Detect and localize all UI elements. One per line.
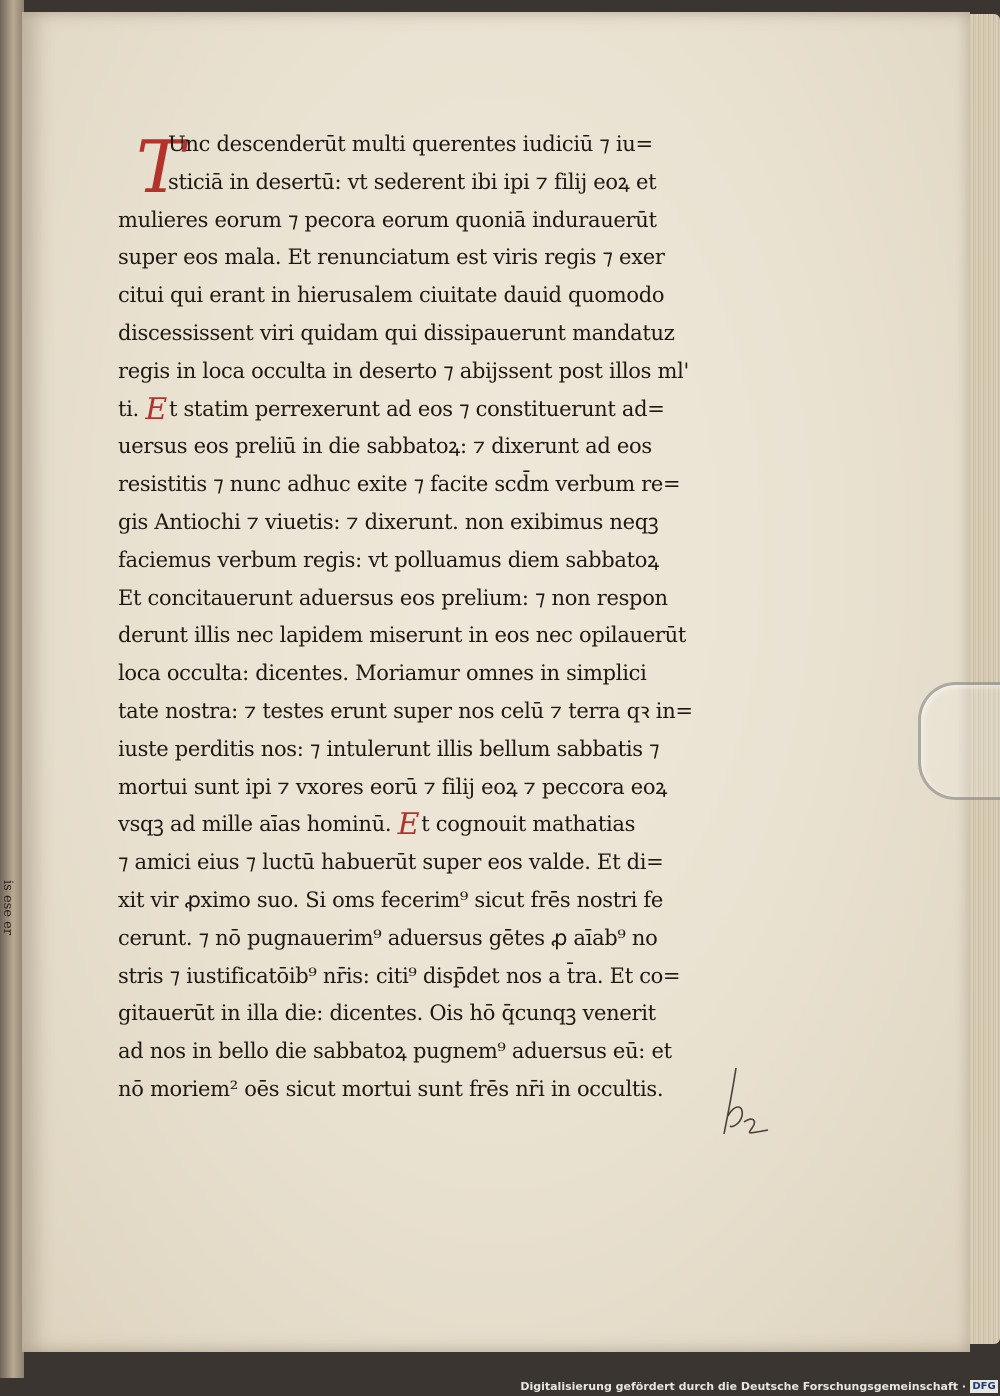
- text-line: regis in loca occulta in deserto ⁊ abijssent post illos ml': [118, 358, 689, 383]
- gutter-marks: is ese er: [0, 880, 15, 936]
- main-text: [118, 126, 778, 1109]
- text-line: Et concitauerunt aduersus eos prelium: ⁊ non respon: [118, 585, 668, 610]
- text-line: [118, 806, 778, 844]
- text-line: mulieres eorum ⁊ pecora eorum quoniā indurauerūt: [118, 207, 657, 232]
- text-line: ad nos in bello die sabbatoꝝ pugnem⁹ aduersus eū: et: [118, 1039, 672, 1064]
- red-initial-e: E: [397, 807, 420, 843]
- text-line: nō moriem² oēs sicut mortui sunt frēs nr̄i in occultis.: [118, 1076, 664, 1101]
- text-line: resistitis ⁊ nunc adhuc exite ⁊ facite scd̄m verbum re=: [118, 472, 681, 497]
- text-line-rest: t cognouit mathatias: [421, 812, 636, 837]
- text-line: gis Antiochi ⁊ viuetis: ⁊ dixerunt. non exibimus neqꝫ: [118, 509, 659, 534]
- text-line: tate nostra: ⁊ testes erunt super nos celū ⁊ terra qꝛ in=: [118, 698, 693, 723]
- text-line: uersus eos preliū in die sabbatoꝝ: ⁊ dixerunt ad eos: [118, 434, 652, 459]
- text-line-start: vsqꝫ ad mille aīas hominū.: [118, 812, 392, 837]
- text-line: super eos mala. Et renunciatum est viris regis ⁊ exer: [118, 245, 665, 270]
- text-line: discessissent viri quidam qui dissipauerunt mandatuz: [118, 320, 675, 345]
- text-line: mortui sunt ipi ⁊ vxores eorū ⁊ filij eoꝝ ⁊ peccora eoꝝ: [118, 774, 668, 799]
- text-line: gitauerūt in illa die: dicentes. Ois hō q̄cunqꝫ venerit: [118, 1001, 656, 1026]
- text-line: sticiā in desertū: vt sederent ibi ipi ⁊ filij eoꝝ et: [168, 169, 657, 194]
- text-line: [118, 391, 778, 429]
- red-initial-e: E: [145, 391, 167, 427]
- text-line: derunt illis nec lapidem miserunt in eos nec opilauerūt: [118, 623, 686, 648]
- text-line-start: ti.: [118, 396, 139, 421]
- text-line: stris ⁊ iustificatōib⁹ nr̄is: citi⁹ disp̄det nos a t̄ra. Et co=: [118, 963, 681, 988]
- initial-letter-t: T: [136, 125, 185, 209]
- text-line-rest: t statim perrexerunt ad eos ⁊ constituerunt ad=: [168, 396, 665, 421]
- book-board: [0, 0, 24, 1380]
- text-line: xit vir ꝓximo suo. Si oms fecerim⁹ sicut frēs nostri fe: [118, 887, 663, 912]
- text-line: citui qui erant in hierusalem ciuitate dauid quomodo: [118, 283, 665, 308]
- pencil-signature-mark: [722, 1064, 770, 1140]
- text-line: Unc descenderūt multi querentes iudiciū ⁊ iu=: [168, 132, 653, 156]
- text-line: ⁊ amici eius ⁊ luctū habuerūt super eos valde. Et di=: [118, 850, 664, 875]
- page-clip: [918, 682, 1000, 800]
- dfg-logo: DFG: [970, 1380, 998, 1393]
- footer-credit: Digitalisierung gefördert durch die Deutsche Forschungsgemeinschaft ·: [520, 1380, 966, 1393]
- text-line: iuste perditis nos: ⁊ intulerunt illis bellum sabbatis ⁊: [118, 736, 660, 761]
- text-line: cerunt. ⁊ nō pugnauerim⁹ aduersus gētes ꝓ aīab⁹ no: [118, 925, 658, 950]
- text-line: faciemus verbum regis: vt polluamus diem sabbatoꝝ: [118, 547, 659, 572]
- text-line: loca occulta: dicentes. Moriamur omnes in simplici: [118, 661, 647, 686]
